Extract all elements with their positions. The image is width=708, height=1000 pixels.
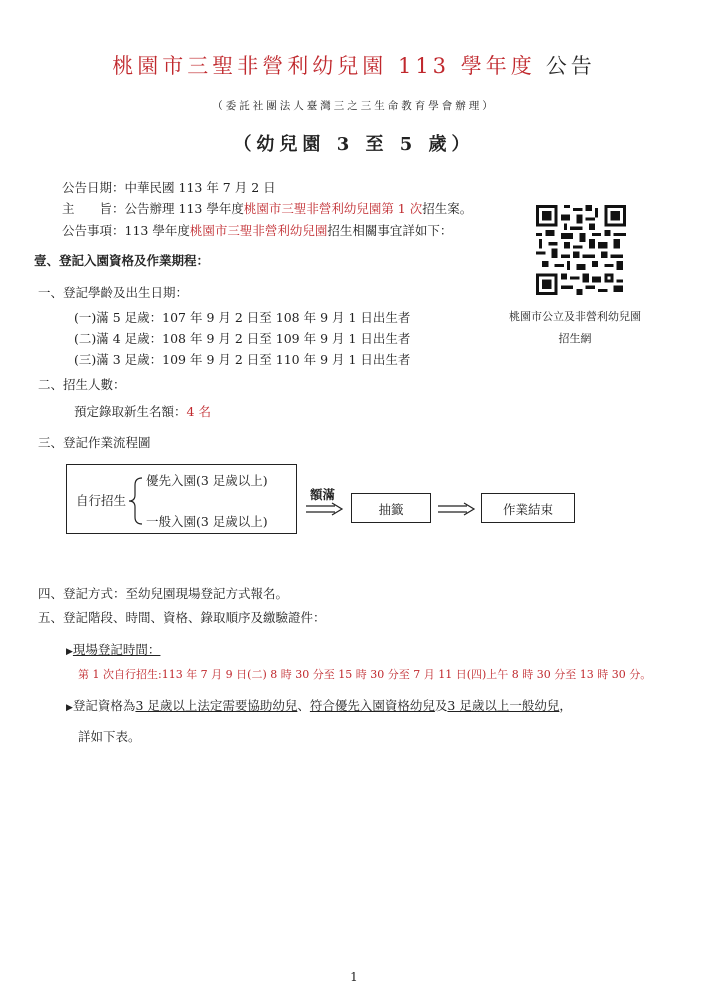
qr-code-icon[interactable] <box>536 205 626 295</box>
announce-date-line <box>62 178 276 196</box>
qualification-line2: 詳如下表。 <box>78 729 141 744</box>
age-range-heading: （幼兒園 3 至 5 歲） <box>233 134 475 155</box>
item2-title: 二、招生人數： <box>38 377 126 392</box>
page-number: 1 <box>350 970 358 984</box>
matter-pre: 113 學年度 <box>124 223 190 238</box>
matter-red: 桃園市三聖非營利幼兒園 <box>189 223 328 238</box>
subject-line <box>62 199 472 217</box>
qr-caption-line2: 招生網 <box>558 332 592 345</box>
bullet-icon: ▶ <box>66 647 73 657</box>
age-line-1: (一)滿 5 足歲：107 年 9 月 2 日至 108 年 9 月 1 日出生者 <box>74 310 411 325</box>
item5-line: 五、登記階段、時間、資格、錄取順序及繳驗證件： <box>38 610 326 625</box>
flow-arrow-2-icon <box>437 502 477 516</box>
qual-end: ， <box>559 698 572 713</box>
section1-heading: 壹、登記入園資格及作業期程： <box>34 253 210 268</box>
page-title <box>0 50 708 80</box>
quota-value: 4 名 <box>186 404 211 419</box>
qual-sep: 、 <box>297 698 310 713</box>
flow-end-label: 作業結束 <box>502 502 553 517</box>
flow-lottery-label: 抽籤 <box>378 502 404 517</box>
qual-pre: 登記資格為 <box>72 698 136 713</box>
qual-needs-help: 3 足歲以上法定需要協助幼兒 <box>135 698 298 713</box>
subject-red: 桃園市三聖非營利幼兒園第 1 次 <box>243 201 423 216</box>
date-label: 公告日期： <box>62 180 125 195</box>
title-school-year: 桃園市三聖非營利幼兒園 113 學年度 <box>112 54 536 78</box>
item1-title: 一、登記學齡及出生日期： <box>38 285 189 300</box>
age-line-3: (三)滿 3 足歲：109 年 9 月 2 日至 110 年 9 月 1 日出生者 <box>74 352 411 367</box>
qr-caption-line1: 桃園市公立及非營利幼兒園 <box>509 310 641 323</box>
title-announcement: 公告 <box>545 54 596 78</box>
quota-line <box>74 402 211 420</box>
flow-priority-label: 優先入園(3 足歲以上) <box>146 473 268 488</box>
qualification-line <box>66 696 572 714</box>
onsite-label: 現場登記時間： <box>72 642 161 657</box>
item3-title: 三、登記作業流程圖 <box>38 435 151 450</box>
item4-line: 四、登記方式：至幼兒園現場登記方式報名。 <box>38 586 289 601</box>
matter-line <box>62 221 452 239</box>
subject-post: 招生案。 <box>422 201 473 216</box>
subject-pre: 公告辦理 113 學年度 <box>124 201 244 216</box>
subject-label: 主 旨： <box>62 201 125 216</box>
matter-post: 招生相關事宜詳如下： <box>327 223 453 238</box>
qual-priority: 符合優先入園資格幼兒 <box>309 698 435 713</box>
age-line-2: (二)滿 4 足歲：108 年 9 月 2 日至 109 年 9 月 1 日出生者 <box>74 331 411 346</box>
qual-and: 及 <box>434 698 448 713</box>
quota-label: 預定錄取新生名額： <box>74 404 187 419</box>
flow-arrow-1-icon <box>305 502 345 516</box>
subtitle: （委託社團法人臺灣三之三生命教育學會辦理） <box>212 100 496 112</box>
onsite-label-line <box>66 640 160 658</box>
flow-self-enroll-label: 自行招生 <box>76 493 127 508</box>
flow-full-label: 額滿 <box>310 487 336 502</box>
bullet-icon: ▶ <box>66 703 73 713</box>
qual-general: 3 足歲以上一般幼兒 <box>447 698 560 713</box>
date-value: 中華民國 113 年 7 月 2 日 <box>124 180 276 195</box>
flow-brace-icon <box>126 476 146 526</box>
matter-label: 公告事項： <box>62 223 125 238</box>
flow-general-label: 一般入園(3 足歲以上) <box>146 514 268 529</box>
onsite-time-line: 第 1 次自行招生:113 年 7 月 9 日(二) 8 時 30 分至 15 時 30 分至 7 月 11 日(四)上午 8 時 30 分至 13 時 30 分。 <box>78 668 652 681</box>
